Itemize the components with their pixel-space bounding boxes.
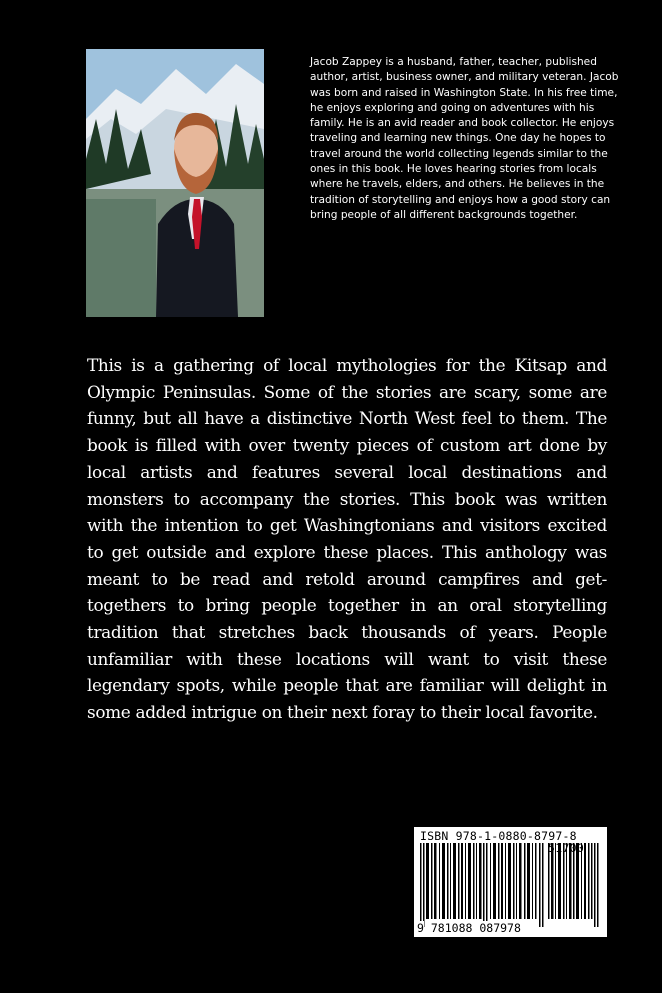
- book-blurb: This is a gathering of local mythologies for the Kitsap and Olympic Peninsulas. Some of the stories are scary, some are funny, but all have a distinctive North West feel to them. The book is filled with over twenty pieces of custom art done by local artists and features several local destinations and monsters to accompany the stories. This book was written with the intention to get Washingtonians and visitors excited to get outside and explore these places. This anthology was meant to be read and retold around campfires and get-togethers to bring people together in an oral storytelling tradition that stretches back thousands of years. People unfamiliar with these locations will want to visit these legendary spots, while people that are familiar will delight in some added intrigue on their next foray to their local favorite.: [87, 355, 607, 723]
- ean-right-group: 087978: [479, 921, 521, 935]
- ean-left-group: 781088: [430, 921, 473, 935]
- isbn-barcode: [414, 827, 607, 937]
- ean-first-digit: 9: [417, 921, 424, 935]
- ean-digits: [417, 922, 521, 935]
- price-code: 51700: [548, 841, 585, 855]
- isbn-label: ISBN 978-1-0880-8797-8: [420, 829, 577, 843]
- author-bio: Jacob Zappey is a husband, father, teacher, published author, artist, business owner, and military veteran. Jacob was born and raised in Washington State. In his free time, he enjoys exploring and going on adventures with his family. He is an avid reader and book collector. He enjoys traveling and learning new things. One day he hopes to travel around the world collecting legends similar to the ones in this book. He loves hearing stories from locals where he travels, elders, and others. He believes in the tradition of storytelling and enjoys how a good story can bring people of all different backgrounds together.: [310, 56, 619, 221]
- author-portrait-image: [86, 49, 264, 317]
- author-photo: [86, 49, 264, 317]
